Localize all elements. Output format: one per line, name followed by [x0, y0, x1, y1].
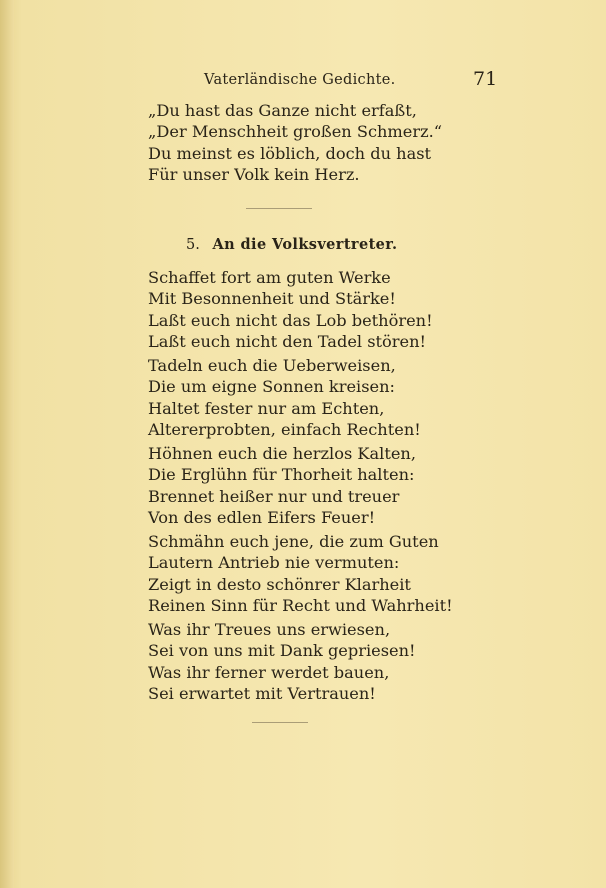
verse-line: Was ihr ferner werdet bauen,: [148, 662, 390, 682]
verse-line: Brennet heißer nur und treuer: [148, 486, 400, 506]
poem-number: 5.: [186, 237, 200, 253]
verse-line: Schmähn euch jene, die zum Guten: [148, 532, 439, 551]
verse-line: Höhnen euch die herzlos Kalten,: [148, 444, 416, 463]
verse-line: Du meinst es löblich, doch du hast: [148, 143, 432, 163]
stanza-2: [148, 355, 421, 441]
running-title: Vaterländische Gedichte.: [204, 72, 396, 88]
verse-line: Tadeln euch die Ueberweisen,: [148, 356, 396, 375]
page-number: 71: [473, 68, 498, 90]
verse-line: „Der Menschheit großen Schmerz.“: [148, 122, 443, 142]
verse-line: Was ihr Treues uns erwiesen,: [148, 620, 391, 639]
verse-line: Zeigt in desto schönrer Klarheit: [148, 574, 411, 594]
verse-line: Lautern Antrieb nie vermuten:: [148, 553, 400, 573]
continuation-stanza: [148, 100, 442, 186]
verse-line: Die Erglühn für Thorheit halten:: [148, 465, 415, 485]
stanza-5: [148, 619, 416, 705]
verse-line: Von des edlen Eifers Feuer!: [148, 508, 376, 528]
stanza-1: [148, 267, 433, 353]
verse-line: „Du hast das Ganze nicht erfaßt,: [148, 101, 417, 120]
verse-line: Sei erwartet mit Vertrauen!: [148, 684, 376, 704]
end-divider: [252, 722, 308, 723]
verse-line: Mit Besonnenheit und Stärke!: [148, 289, 396, 309]
verse-line: Sei von uns mit Dank gepriesen!: [148, 641, 416, 661]
poem-title: An die Volksvertreter.: [212, 236, 398, 253]
verse-line: Laßt euch nicht das Lob bethören!: [148, 310, 433, 330]
page-header: [0, 68, 606, 94]
verse-line: Reinen Sinn für Recht und Wahrheit!: [148, 596, 453, 616]
verse-line: Schaffet fort am guten Werke: [148, 268, 391, 287]
poem-heading: [186, 236, 397, 253]
verse-line: Altererprobten, einfach Rechten!: [148, 420, 421, 440]
verse-line: Laßt euch nicht den Tadel stören!: [148, 332, 427, 352]
section-divider: [246, 208, 312, 209]
verse-line: Für unser Volk kein Herz.: [148, 165, 360, 185]
verse-line: Die um eigne Sonnen kreisen:: [148, 377, 395, 397]
verse-line: Haltet fester nur am Echten,: [148, 398, 385, 418]
stanza-4: [148, 531, 453, 617]
page-binding-edge: [0, 0, 14, 888]
stanza-3: [148, 443, 416, 529]
